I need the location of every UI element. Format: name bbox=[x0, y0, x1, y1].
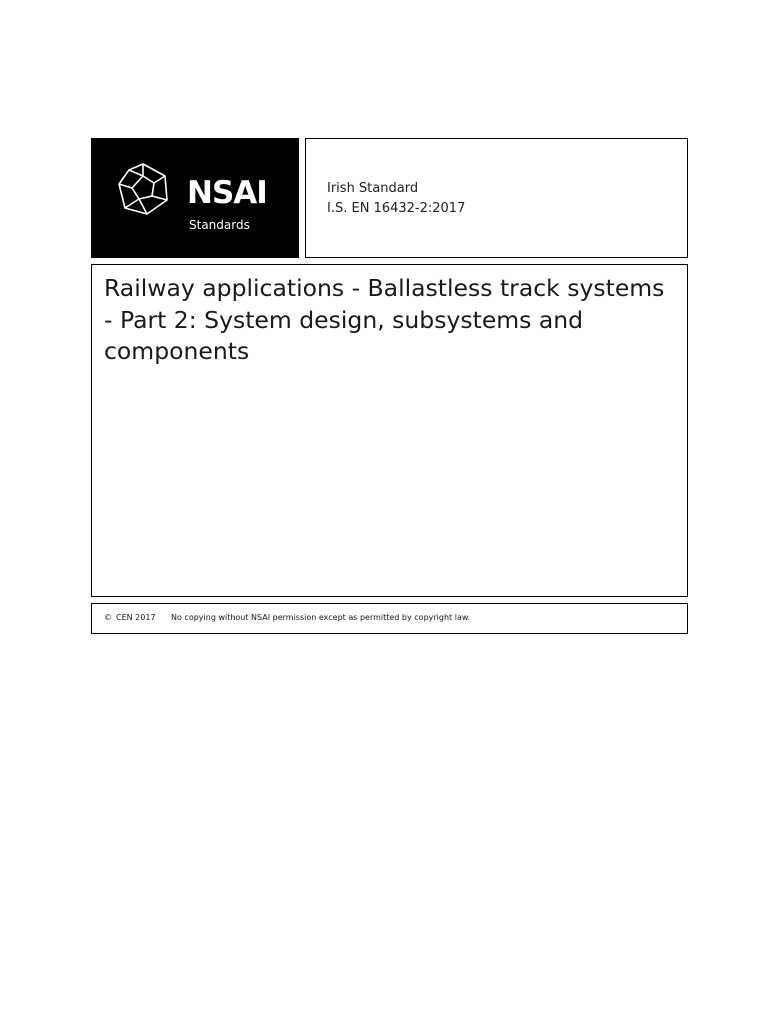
standard-type: Irish Standard bbox=[327, 181, 419, 196]
copyright-notice: No copying without NSAI permission except as permitted by copyright law. bbox=[171, 613, 471, 622]
nsai-wordmark: NSAI bbox=[187, 175, 267, 211]
standard-identification-box bbox=[305, 138, 688, 258]
nsai-logo-panel bbox=[91, 138, 299, 258]
nsai-subtitle: Standards bbox=[189, 218, 250, 232]
copyright-symbol: © bbox=[104, 613, 112, 622]
title-box bbox=[91, 264, 688, 597]
dodecahedron-logo-icon bbox=[117, 162, 169, 216]
document-title: Railway applications - Ballastless track systems - Part 2: System design, subsystems and components bbox=[104, 274, 665, 365]
standard-number: I.S. EN 16432-2:2017 bbox=[327, 201, 466, 216]
copyright-box bbox=[91, 603, 688, 634]
copyright-holder: CEN 2017 bbox=[116, 613, 156, 622]
